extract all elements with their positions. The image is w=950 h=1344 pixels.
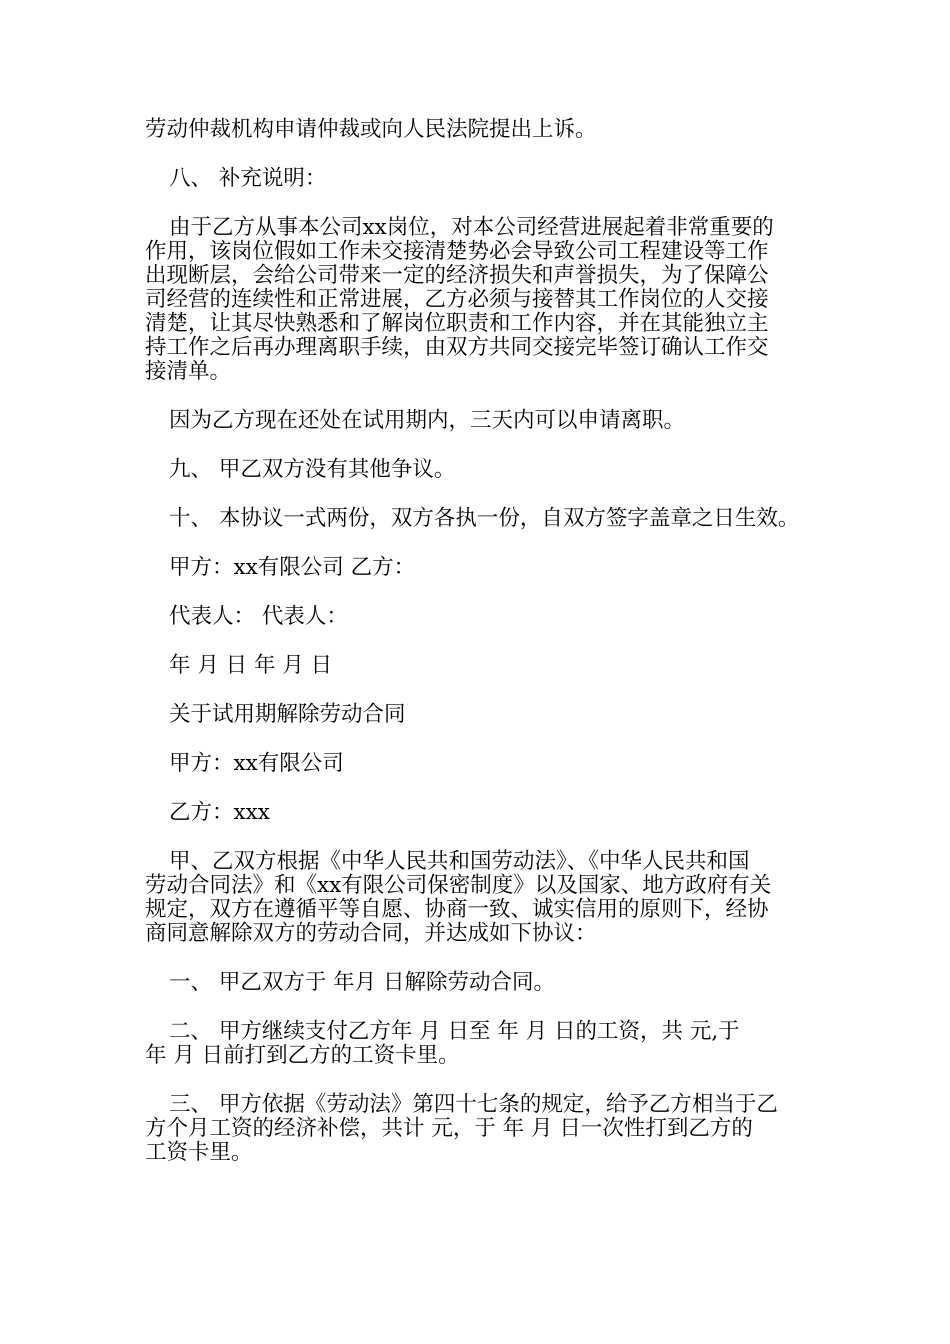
text-line: 规定，双方在遵循平等自愿、协商一致、诚实信用的原则下，经协 xyxy=(145,897,769,922)
paragraph xyxy=(145,605,817,629)
text-line: 甲、乙双方根据《中华人民共和国劳动法》、《中华人民共和国 xyxy=(169,849,750,874)
paragraph xyxy=(145,409,817,433)
paragraph xyxy=(145,801,817,825)
text-line: 甲方：xx有限公司 乙方： xyxy=(169,555,416,580)
text-line: 持工作之后再办理离职手续，由双方共同交接完毕签订确认工作交 xyxy=(145,335,769,360)
paragraph xyxy=(145,654,817,678)
text-line: 劳动合同法》和《xx有限公司保密制度》以及国家、地方政府有关 xyxy=(145,873,772,898)
text-line: 二、 甲方继续支付乙方年 月 日至 年 月 日的工资，共 元,于 xyxy=(169,1019,740,1044)
paragraph xyxy=(145,1093,817,1165)
text-line: 甲方：xx有限公司 xyxy=(169,751,344,776)
paragraph xyxy=(145,458,817,482)
paragraph xyxy=(145,167,817,191)
paragraph xyxy=(145,556,817,580)
text-line: 九、 甲乙双方没有其他争议。 xyxy=(169,457,456,482)
paragraph xyxy=(145,850,817,946)
text-line: 十、 本协议一式两份，双方各执一份，自双方签字盖章之日生效。 xyxy=(169,506,800,531)
text-line: 清楚，让其尽快熟悉和了解岗位职责和工作内容，并在其能独立主 xyxy=(145,311,769,336)
paragraph xyxy=(145,1020,817,1068)
text-line: 代表人： 代表人： xyxy=(169,604,348,629)
paragraph xyxy=(145,752,817,776)
text-line: 年 月 日 年 月 日 xyxy=(169,653,333,678)
text-line: 关于试用期解除劳动合同 xyxy=(169,702,406,727)
paragraph xyxy=(145,507,817,531)
text-line: 因为乙方现在还处在试用期内，三天内可以申请离职。 xyxy=(169,408,686,433)
text-line: 出现断层，会给公司带来一定的经济损失和声誉损失，为了保障公 xyxy=(145,263,769,288)
document-body xyxy=(145,118,817,1190)
paragraph xyxy=(145,703,817,727)
text-line: 作用，该岗位假如工作未交接清楚势必会导致公司工程建设等工作 xyxy=(145,239,769,264)
text-line: 一、 甲乙双方于 年月 日解除劳动合同。 xyxy=(169,970,556,995)
text-line: 乙方：xxx xyxy=(169,800,270,825)
paragraph xyxy=(145,118,817,142)
text-line: 方个月工资的经济补偿，共计 元，于 年 月 日一次性打到乙方的 xyxy=(145,1116,753,1141)
paragraph xyxy=(145,216,817,384)
text-line: 年 月 日前打到乙方的工资卡里。 xyxy=(145,1043,460,1068)
text-line: 工资卡里。 xyxy=(145,1140,253,1165)
text-line: 由于乙方从事本公司xx岗位，对本公司经营进展起着非常重要的 xyxy=(169,215,774,240)
text-line: 劳动仲裁机构申请仲裁或向人民法院提出上诉。 xyxy=(145,117,597,142)
paragraph xyxy=(145,971,817,995)
text-line: 八、 补充说明： xyxy=(169,166,327,191)
text-line: 接清单。 xyxy=(145,359,232,384)
text-line: 司经营的连续性和正常进展，乙方必须与接替其工作岗位的人交接 xyxy=(145,287,769,312)
text-line: 商同意解除双方的劳动合同，并达成如下协议： xyxy=(145,921,597,946)
text-line: 三、 甲方依据《劳动法》第四十七条的规定，给予乙方相当于乙 xyxy=(169,1092,778,1117)
